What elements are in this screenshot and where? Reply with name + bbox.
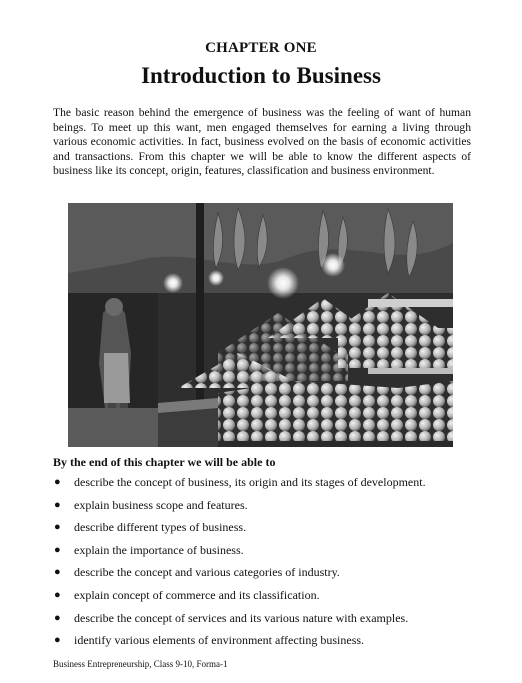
objective-text: explain the importance of business.: [74, 542, 244, 557]
page-footer: Business Entrepreneurship, Class 9-10, Forma-1: [53, 659, 228, 669]
objective-text: explain concept of commerce and its classification.: [74, 587, 320, 602]
fruit-market-illustration: [68, 203, 453, 447]
list-item: [53, 539, 483, 562]
list-item: [53, 471, 483, 494]
objectives-list: [53, 471, 483, 652]
chapter-label: CHAPTER ONE: [205, 40, 317, 56]
market-photo: [68, 203, 453, 447]
chapter-title: Introduction to Business: [141, 63, 381, 88]
objective-text: describe different types of business.: [74, 520, 247, 535]
objective-text: describe the concept and various categories of industry.: [74, 565, 340, 580]
list-item: [53, 494, 483, 517]
bullet-icon: ●: [54, 566, 61, 579]
bullet-icon: ●: [54, 498, 61, 511]
bullet-icon: ●: [54, 634, 61, 647]
list-item: [53, 629, 483, 652]
bullet-icon: ●: [54, 476, 61, 488]
bullet-icon: ●: [54, 521, 61, 534]
objectives-heading: By the end of this chapter we will be able to: [53, 455, 276, 469]
bullet-icon: ●: [54, 611, 61, 624]
bullet-icon: ●: [54, 543, 61, 556]
objective-text: describe the concept of business, its origin and its stages of development.: [74, 475, 426, 489]
list-item: [53, 516, 483, 539]
objective-text: describe the concept of services and its various nature with examples.: [74, 610, 409, 625]
list-item: [53, 584, 483, 607]
objective-text: identify various elements of environment affecting business.: [74, 633, 365, 648]
bullet-icon: ●: [54, 588, 61, 601]
objective-text: explain business scope and features.: [74, 497, 248, 512]
list-item: [53, 607, 483, 630]
intro-paragraph: The basic reason behind the emergence of business was the feeling of want of human beings. To meet up this want, men engaged themselves for earning a living through various economic activities. In fact, business evolved on the basis of economic activities and transactions. From this chapter we will be able to know the different aspects of business like its concept, origin, features, classification and business environment.: [53, 106, 471, 178]
list-item: [53, 561, 483, 584]
